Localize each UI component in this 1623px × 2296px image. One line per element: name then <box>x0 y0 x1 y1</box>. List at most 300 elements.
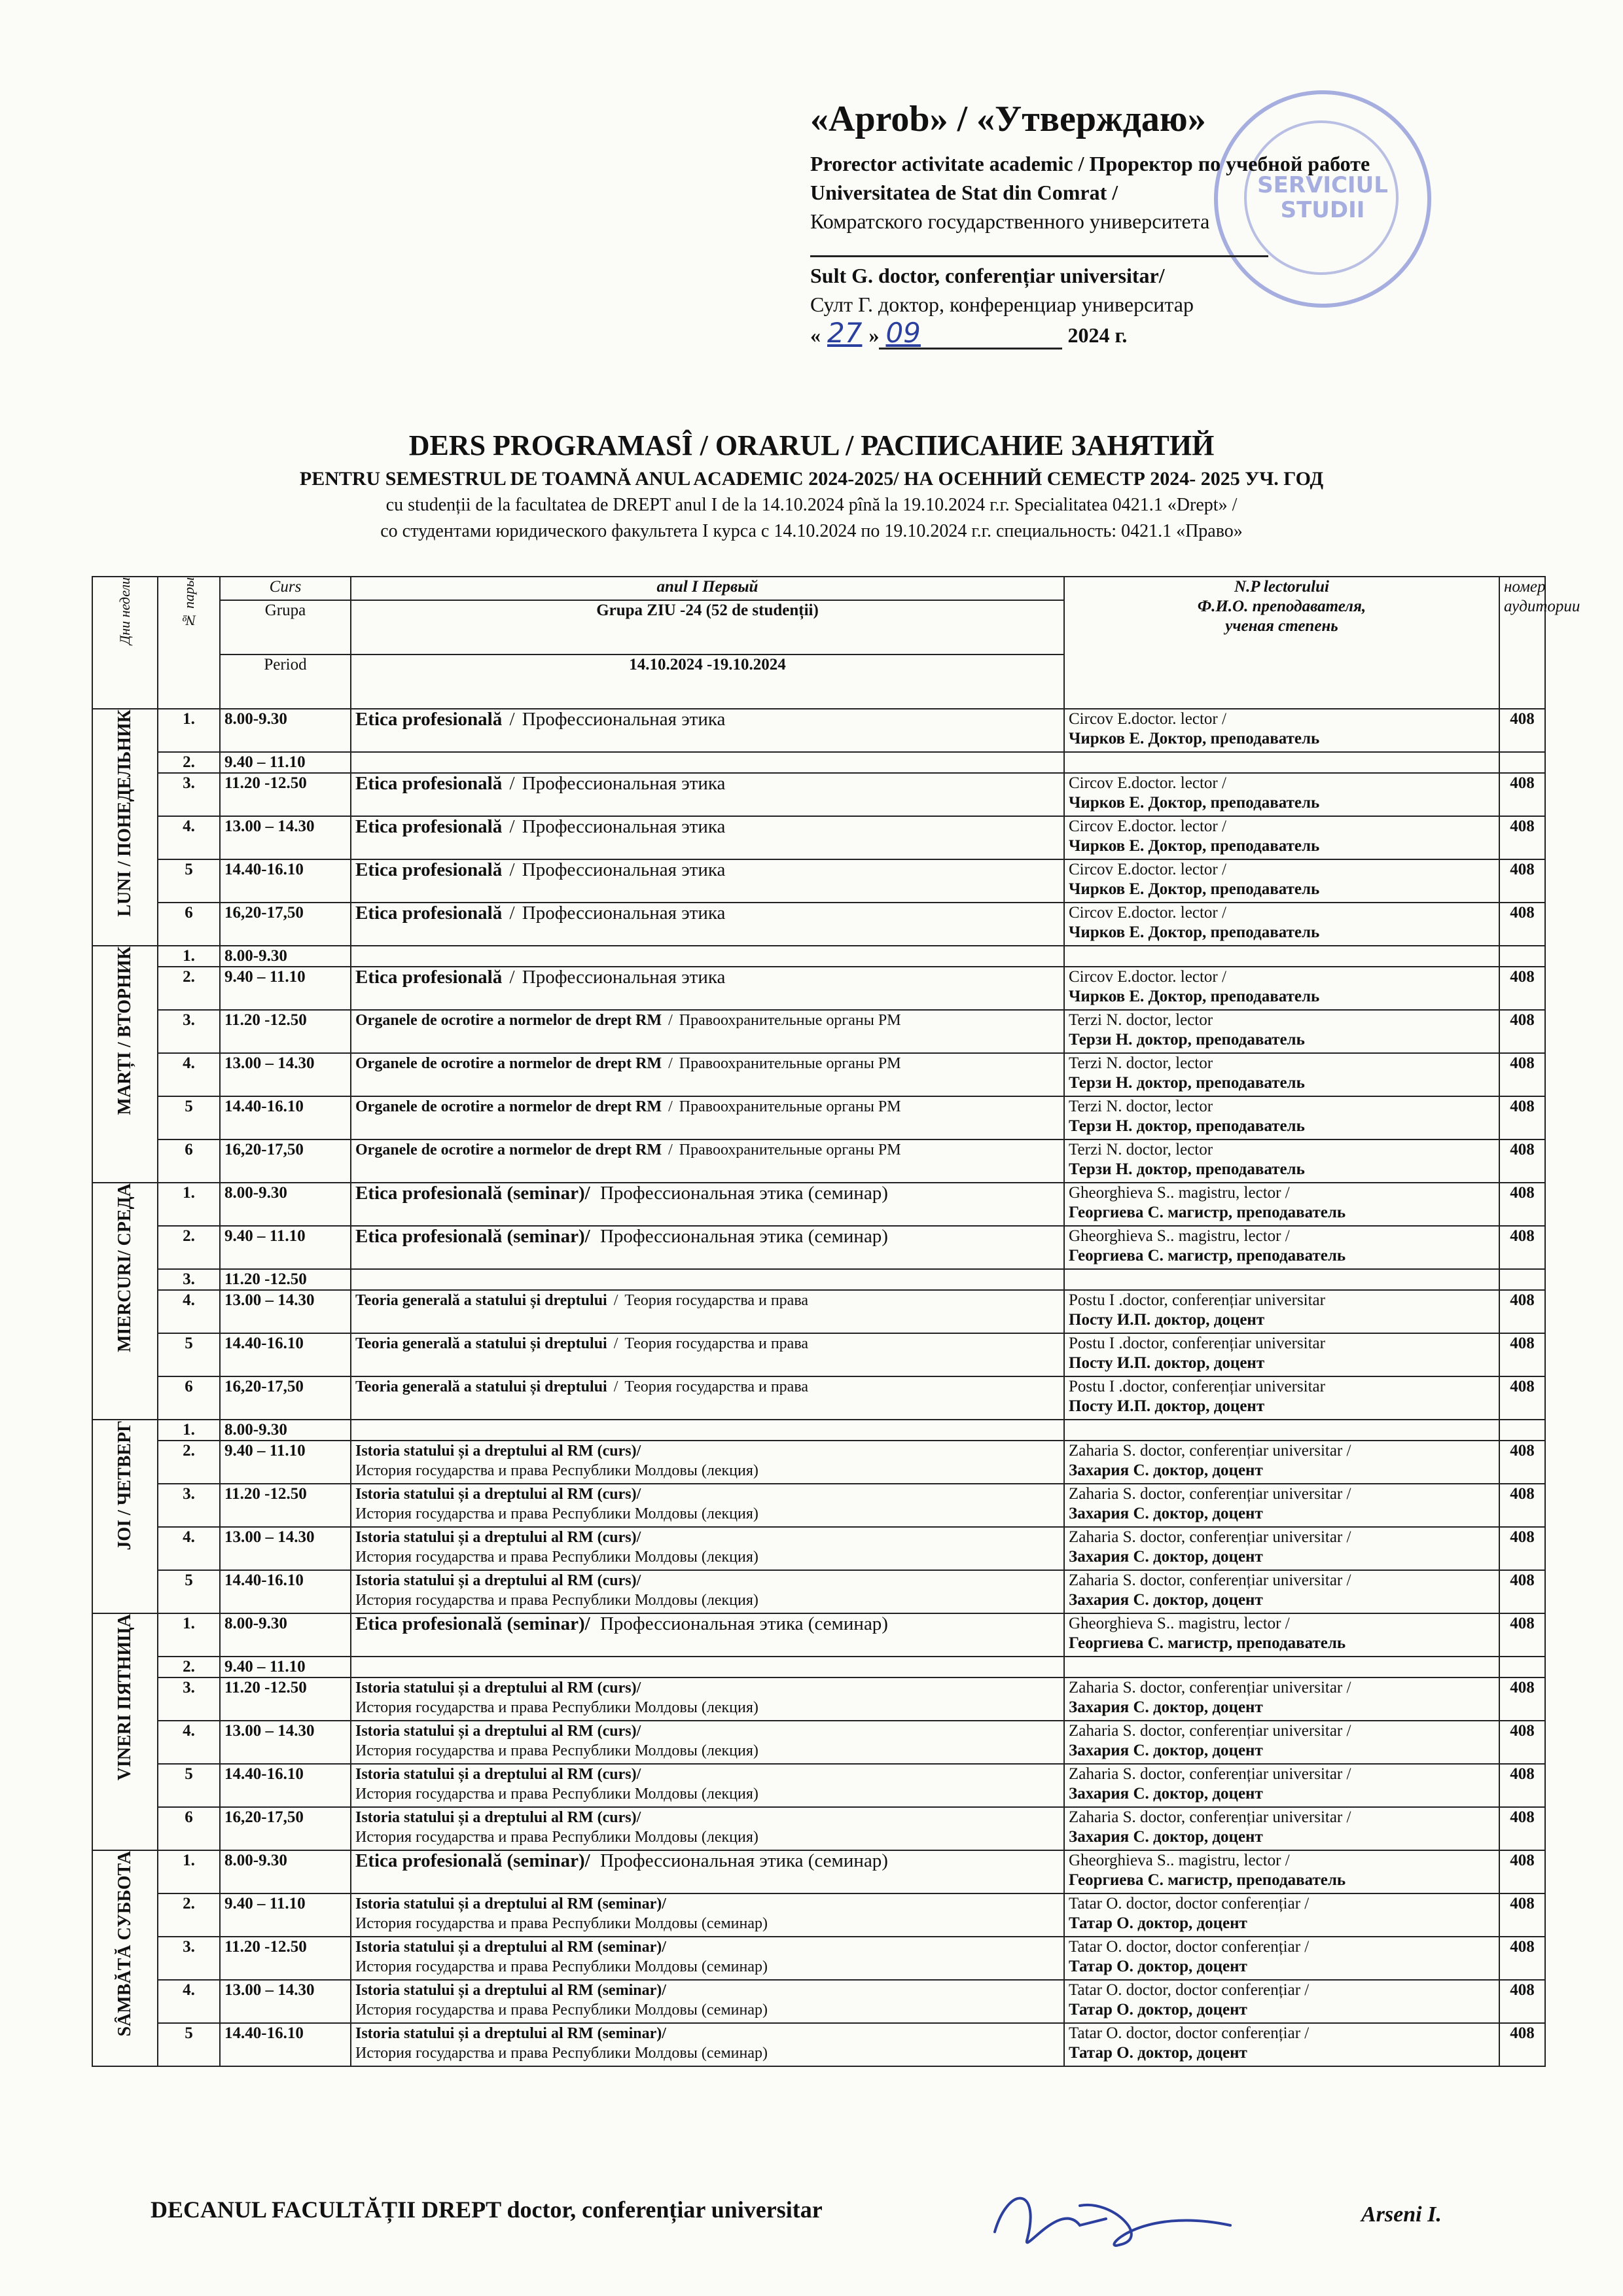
pair-number: 5 <box>158 1764 220 1807</box>
schedule-row <box>92 752 1545 773</box>
date-month: 09 <box>879 319 1062 350</box>
lecturer-ru: Татар О. доктор, доцент <box>1069 1958 1247 1975</box>
pair-number: 2. <box>158 752 220 773</box>
lecturer <box>1064 816 1499 859</box>
subject-ro: Etica profesională (seminar)/ <box>355 1613 590 1634</box>
room-number: 408 <box>1499 1527 1545 1570</box>
lecturer <box>1064 709 1499 752</box>
approval-signer-ru: Султ Г. доктор, конференциар университар <box>810 293 1194 316</box>
schedule-row <box>92 1893 1545 1937</box>
period-time: 14.40-16.10 <box>220 1096 351 1139</box>
pair-number: 6 <box>158 903 220 946</box>
lecturer-ru: Посту И.П. доктор, доцент <box>1069 1311 1265 1329</box>
schedule-row <box>92 1269 1545 1290</box>
lecturer <box>1064 967 1499 1010</box>
lecturer-ro: Gheorghieva S.. magistru, lector / <box>1069 1615 1290 1632</box>
date-day: 27 <box>827 317 863 349</box>
room-number: 408 <box>1499 1333 1545 1376</box>
dean-name: Arseni I. <box>1361 2202 1442 2227</box>
subject: Organele de ocrotire a normelor de drept RM / Правоохранительные органы РМ <box>351 1096 1064 1139</box>
document-title: DERS PROGRAMASÎ / ORARUL / РАСПИСАНИЕ ЗАНЯТИЙ <box>408 429 1215 461</box>
subject-ro: Istoria statului și a dreptului al RM (seminar)/ <box>355 1982 666 1999</box>
lecturer-ru: Чирков Е. Доктор, преподаватель <box>1069 988 1320 1005</box>
lecturer-ro: Tatar O. doctor, doctor conferențiar / <box>1069 1981 1310 1999</box>
subject-ru: Теория государства и права <box>624 1292 809 1309</box>
period-time: 9.40 – 11.10 <box>220 752 351 773</box>
pair-number: 4. <box>158 1980 220 2023</box>
subject <box>351 1657 1064 1677</box>
pair-number: 2. <box>158 1893 220 1937</box>
day-label: LUNI / ПОНЕДЕЛЬНИК <box>92 709 158 946</box>
subject-ro: Etica profesională (seminar)/ <box>355 1183 590 1204</box>
room-number <box>1499 1420 1545 1441</box>
subject-ro: Etica profesională <box>355 859 503 880</box>
subject <box>351 2023 1064 2066</box>
lecturer <box>1064 1139 1499 1183</box>
pair-number: 4. <box>158 1721 220 1764</box>
lecturer <box>1064 2023 1499 2066</box>
pair-number: 5 <box>158 1333 220 1376</box>
room-number: 408 <box>1499 1226 1545 1269</box>
room-number: 408 <box>1499 903 1545 946</box>
room-number: 408 <box>1499 816 1545 859</box>
room-number: 408 <box>1499 1764 1545 1807</box>
subject-ru: Правоохранительные органы РМ <box>679 1141 901 1158</box>
lecturer-ru: Чирков Е. Доктор, преподаватель <box>1069 837 1320 855</box>
period-time: 16,20-17,50 <box>220 903 351 946</box>
day-label: MARȚI / ВТОРНИК <box>92 946 158 1183</box>
lecturer-ru: Терзи Н. доктор, преподаватель <box>1069 1074 1305 1092</box>
subject <box>351 1893 1064 1937</box>
room-number: 408 <box>1499 1290 1545 1333</box>
pair-number: 2. <box>158 1226 220 1269</box>
subject-ru: История государства и права Республики Молдовы (лекция) <box>355 1742 758 1759</box>
subject <box>351 1441 1064 1484</box>
pair-number: 4. <box>158 1053 220 1096</box>
period-time: 13.00 – 14.30 <box>220 1980 351 2023</box>
subject: Organele de ocrotire a normelor de drept RM / Правоохранительные органы РМ <box>351 1053 1064 1096</box>
room-number: 408 <box>1499 1937 1545 1980</box>
schedule-row <box>92 1484 1545 1527</box>
approval-line-2: Universitatea de Stat din Comrat / <box>810 181 1118 204</box>
subject-ru: Профессиональная этика <box>522 773 726 794</box>
date-open-quote: « <box>810 323 821 347</box>
period-time: 11.20 -12.50 <box>220 1269 351 1290</box>
approval-block <box>810 98 1582 350</box>
schedule-row <box>92 1677 1545 1721</box>
subject: Etica profesională / Профессиональная этика <box>351 859 1064 903</box>
room-number: 408 <box>1499 1677 1545 1721</box>
lecturer-ru: Чирков Е. Доктор, преподаватель <box>1069 730 1320 747</box>
signature-line <box>810 236 1268 257</box>
lecturer <box>1064 1376 1499 1420</box>
lecturer-ro: Terzi N. doctor, lector <box>1069 1011 1213 1029</box>
schedule-row <box>92 1657 1545 1677</box>
schedule-row <box>92 1226 1545 1269</box>
subject-ru: История государства и права Республики Молдовы (семинар) <box>355 1915 768 1932</box>
subject-ro: Etica profesională <box>355 903 503 924</box>
lecturer-ro: Postu I .doctor, conferențiar universitar <box>1069 1335 1325 1352</box>
period-time: 14.40-16.10 <box>220 1570 351 1613</box>
schedule-row <box>92 1937 1545 1980</box>
subject: Etica profesională / Профессиональная этика <box>351 816 1064 859</box>
pair-number: 3. <box>158 1269 220 1290</box>
period-time: 8.00-9.30 <box>220 1850 351 1893</box>
subject-ru: Профессиональная этика (семинар) <box>599 1183 888 1204</box>
subject <box>351 1570 1064 1613</box>
subject-ru: История государства и права Республики Молдовы (семинар) <box>355 2045 768 2062</box>
room-number: 408 <box>1499 1484 1545 1527</box>
period-time: 8.00-9.30 <box>220 1613 351 1657</box>
period-time: 13.00 – 14.30 <box>220 1290 351 1333</box>
subject-ro: Istoria statului și a dreptului al RM (curs)/ <box>355 1809 641 1826</box>
subject-ru: Профессиональная этика (семинар) <box>599 1613 888 1634</box>
subject-ro: Teoria generală a statului și dreptului <box>355 1335 607 1352</box>
schedule-row <box>92 1527 1545 1570</box>
subject: Organele de ocrotire a normelor de drept RM / Правоохранительные органы РМ <box>351 1010 1064 1053</box>
subject-ro: Etica profesională <box>355 967 503 988</box>
period-time: 9.40 – 11.10 <box>220 1441 351 1484</box>
pair-number: 5 <box>158 2023 220 2066</box>
period-time: 11.20 -12.50 <box>220 773 351 816</box>
subject-ru: История государства и права Республики Молдовы (лекция) <box>355 1592 758 1609</box>
pair-number: 3. <box>158 1937 220 1980</box>
lecturer-ru: Георгиева С. магистр, преподаватель <box>1069 1871 1346 1889</box>
document-line-ru: со студентами юридического факультета I курса с 14.10.2024 по 19.10.2024 г.г. специальность: 0421.1 «Право» <box>380 521 1243 541</box>
subject <box>351 1764 1064 1807</box>
subject-ru: Правоохранительные органы РМ <box>679 1098 901 1115</box>
schedule-row <box>92 1420 1545 1441</box>
schedule-row <box>92 1010 1545 1053</box>
lecturer-ro: Zaharia S. doctor, conferențiar universitar / <box>1069 1442 1351 1460</box>
period-time: 11.20 -12.50 <box>220 1484 351 1527</box>
pair-number: 2. <box>158 967 220 1010</box>
lecturer-ru: Захария С. доктор, доцент <box>1069 1828 1263 1846</box>
subject: Teoria generală a statului și dreptului / Теория государства и права <box>351 1376 1064 1420</box>
schedule-row <box>92 859 1545 903</box>
subject-ru: Теория государства и права <box>624 1378 809 1395</box>
lecturer-ro: Circov E.doctor. lector / <box>1069 817 1226 835</box>
room-number: 408 <box>1499 1053 1545 1096</box>
room-number: 408 <box>1499 859 1545 903</box>
room-number: 408 <box>1499 967 1545 1010</box>
room-number <box>1499 752 1545 773</box>
subject: Etica profesională / Профессиональная этика <box>351 903 1064 946</box>
lecturer-ro: Gheorghieva S.. magistru, lector / <box>1069 1184 1290 1202</box>
subject-ru: Профессиональная этика <box>522 903 726 924</box>
subject-ru: История государства и права Республики Молдовы (лекция) <box>355 1462 758 1479</box>
subject-ru: Профессиональная этика <box>522 859 726 880</box>
lecturer-ro: Circov E.doctor. lector / <box>1069 861 1226 878</box>
subject-ro: Istoria statului și a dreptului al RM (curs)/ <box>355 1766 641 1783</box>
period-time: 13.00 – 14.30 <box>220 1721 351 1764</box>
room-number: 408 <box>1499 1807 1545 1850</box>
pair-number: 1. <box>158 1183 220 1226</box>
pair-number: 4. <box>158 1527 220 1570</box>
subject <box>351 1937 1064 1980</box>
schedule-row <box>92 1807 1545 1850</box>
subject-ro: Istoria statului și a dreptului al RM (seminar)/ <box>355 2025 666 2042</box>
room-number: 408 <box>1499 1441 1545 1484</box>
schedule-row <box>92 1290 1545 1333</box>
schedule-row <box>92 1613 1545 1657</box>
subject-ro: Etica profesională <box>355 709 503 730</box>
subject <box>351 1420 1064 1441</box>
lecturer-ro: Zaharia S. doctor, conferențiar universitar / <box>1069 1765 1351 1783</box>
subject-ro: Istoria statului și a dreptului al RM (seminar)/ <box>355 1939 666 1956</box>
lecturer-ru: Татар О. доктор, доцент <box>1069 1914 1247 1932</box>
period-time: 13.00 – 14.30 <box>220 1527 351 1570</box>
room-number: 408 <box>1499 1850 1545 1893</box>
subject <box>351 1677 1064 1721</box>
lecturer <box>1064 903 1499 946</box>
pair-number: 5 <box>158 1096 220 1139</box>
lecturer-ro: Terzi N. doctor, lector <box>1069 1098 1213 1115</box>
subject-ro: Istoria statului și a dreptului al RM (curs)/ <box>355 1572 641 1589</box>
document-line-ro: cu studenții de la facultatea de DREPT anul I de la 14.10.2024 pînă la 19.10.2024 г.г. Specialitatea 0421.1 «Drept» / <box>385 495 1238 515</box>
pair-number: 4. <box>158 816 220 859</box>
lecturer-ru: Георгиева С. магистр, преподаватель <box>1069 1634 1346 1652</box>
period-time: 13.00 – 14.30 <box>220 816 351 859</box>
lecturer-ro: Circov E.doctor. lector / <box>1069 774 1226 792</box>
pair-number: 1. <box>158 946 220 967</box>
col-grupa-header: Grupa <box>220 600 351 655</box>
lecturer-ro: Circov E.doctor. lector / <box>1069 710 1226 728</box>
lecturer-ru: Георгиева С. магистр, преподаватель <box>1069 1247 1346 1265</box>
col-pair-header: № пары <box>158 577 220 709</box>
room-number: 408 <box>1499 1139 1545 1183</box>
subject-ru: Правоохранительные органы РМ <box>679 1012 901 1029</box>
period-time: 16,20-17,50 <box>220 1376 351 1420</box>
day-label: JOI / ЧЕТВЕРГ <box>92 1420 158 1613</box>
lecturer-ru: Терзи Н. доктор, преподаватель <box>1069 1031 1305 1049</box>
schedule-row <box>92 1333 1545 1376</box>
subject <box>351 1183 1064 1226</box>
subject-ro: Etica profesională <box>355 773 503 794</box>
subject <box>351 1269 1064 1290</box>
lecturer <box>1064 1420 1499 1441</box>
subject-ru: История государства и права Республики Молдовы (лекция) <box>355 1505 758 1522</box>
lecturer-ro: Circov E.doctor. lector / <box>1069 968 1226 986</box>
subject-ro: Istoria statului și a dreptului al RM (seminar)/ <box>355 1895 666 1912</box>
lecturer-ro: Postu I .doctor, conferențiar universitar <box>1069 1378 1325 1395</box>
period-time: 9.40 – 11.10 <box>220 1226 351 1269</box>
room-number: 408 <box>1499 1376 1545 1420</box>
period-time: 8.00-9.30 <box>220 1183 351 1226</box>
lecturer-ru: Посту И.П. доктор, доцент <box>1069 1354 1265 1372</box>
subject-ro: Organele de ocrotire a normelor de drept RM <box>355 1098 662 1115</box>
schedule-row <box>92 1376 1545 1420</box>
col-days-header: Дни недели <box>92 577 158 709</box>
schedule-row <box>92 1721 1545 1764</box>
col-curs-header: Curs <box>220 577 351 600</box>
subject-ro: Organele de ocrotire a normelor de drept RM <box>355 1141 662 1158</box>
period-time: 8.00-9.30 <box>220 1420 351 1441</box>
subject <box>351 1850 1064 1893</box>
subject-ru: Профессиональная этика <box>522 967 726 988</box>
subject-ro: Istoria statului și a dreptului al RM (curs)/ <box>355 1723 641 1740</box>
room-header: номер аудитории <box>1499 577 1545 709</box>
subject-ru: История государства и права Республики Молдовы (семинар) <box>355 2001 768 2018</box>
room-number: 408 <box>1499 709 1545 752</box>
room-number: 408 <box>1499 1010 1545 1053</box>
dean-signature <box>982 2179 1243 2265</box>
lecturer-ro: Gheorghieva S.. magistru, lector / <box>1069 1852 1290 1869</box>
lecturer-header: N.P lectorului Ф.И.О. преподавателя, ученая степень <box>1064 577 1499 709</box>
pair-number: 3. <box>158 1010 220 1053</box>
subject <box>351 946 1064 967</box>
period-time: 8.00-9.30 <box>220 946 351 967</box>
room-number: 408 <box>1499 1980 1545 2023</box>
approval-line-1: Prorector activitate academic / Проректор по учебной работе <box>810 152 1370 175</box>
lecturer-ro: Zaharia S. doctor, conferențiar universitar / <box>1069 1571 1351 1589</box>
period-time: 11.20 -12.50 <box>220 1010 351 1053</box>
room-number: 408 <box>1499 2023 1545 2066</box>
lecturer <box>1064 1677 1499 1721</box>
subject <box>351 752 1064 773</box>
lecturer <box>1064 773 1499 816</box>
room-number <box>1499 1657 1545 1677</box>
lecturer <box>1064 1764 1499 1807</box>
room-number <box>1499 1269 1545 1290</box>
lecturer-ru: Захария С. доктор, доцент <box>1069 1742 1263 1759</box>
lecturer <box>1064 1183 1499 1226</box>
subject: Organele de ocrotire a normelor de drept RM / Правоохранительные органы РМ <box>351 1139 1064 1183</box>
lecturer <box>1064 1226 1499 1269</box>
lecturer-ro: Zaharia S. doctor, conferențiar universitar / <box>1069 1679 1351 1696</box>
col-period-header: Period <box>220 655 351 709</box>
subject-ro: Istoria statului și a dreptului al RM (curs)/ <box>355 1443 641 1460</box>
schedule-row <box>92 1053 1545 1096</box>
lecturer-ro: Postu I .doctor, conferențiar universitar <box>1069 1291 1325 1309</box>
period-time: 16,20-17,50 <box>220 1139 351 1183</box>
period-time: 9.40 – 11.10 <box>220 1657 351 1677</box>
lecturer-ru: Захария С. доктор, доцент <box>1069 1462 1263 1479</box>
lecturer-ro: Circov E.doctor. lector / <box>1069 904 1226 922</box>
lecturer <box>1064 1613 1499 1657</box>
subject: Teoria generală a statului și dreptului / Теория государства и права <box>351 1333 1064 1376</box>
lecturer <box>1064 1290 1499 1333</box>
pair-number: 6 <box>158 1376 220 1420</box>
pair-number: 2. <box>158 1441 220 1484</box>
room-number <box>1499 946 1545 967</box>
schedule-row <box>92 773 1545 816</box>
pair-number: 5 <box>158 1570 220 1613</box>
schedule-table <box>92 576 1580 2067</box>
lecturer-ro: Gheorghieva S.. magistru, lector / <box>1069 1227 1290 1245</box>
lecturer <box>1064 946 1499 967</box>
subject-ru: История государства и права Республики Молдовы (лекция) <box>355 1785 758 1803</box>
lecturer-ru: Захария С. доктор, доцент <box>1069 1698 1263 1716</box>
lecturer <box>1064 1010 1499 1053</box>
period-time: 14.40-16.10 <box>220 1333 351 1376</box>
period-time: 16,20-17,50 <box>220 1807 351 1850</box>
approval-title: «Aprob» / «Утверждаю» <box>810 99 1206 139</box>
subject: Etica profesională / Профессиональная этика <box>351 773 1064 816</box>
lecturer-ru: Захария С. доктор, доцент <box>1069 1548 1263 1566</box>
schedule-row <box>92 946 1545 967</box>
lecturer-ro: Zaharia S. doctor, conferențiar universitar / <box>1069 1485 1351 1503</box>
period-time: 14.40-16.10 <box>220 1764 351 1807</box>
lecturer <box>1064 1893 1499 1937</box>
subject-ru: История государства и права Республики Молдовы (лекция) <box>355 1699 758 1716</box>
document-header <box>170 429 1453 545</box>
document-subtitle: PENTRU SEMESTRUL DE TOAMNĂ ANUL ACADEMIC 2024-2025/ НА ОСЕННИЙ СЕМЕСТР 2024- 2025 УЧ. ГОД <box>299 468 1324 490</box>
subject-ro: Teoria generală a statului și dreptului <box>355 1292 607 1309</box>
room-number: 408 <box>1499 1096 1545 1139</box>
schedule-row <box>92 1096 1545 1139</box>
period-time: 13.00 – 14.30 <box>220 1053 351 1096</box>
lecturer-ru: Захария С. доктор, доцент <box>1069 1591 1263 1609</box>
lecturer <box>1064 1441 1499 1484</box>
lecturer-ro: Terzi N. doctor, lector <box>1069 1141 1213 1158</box>
pair-number: 3. <box>158 1484 220 1527</box>
subject <box>351 1613 1064 1657</box>
period-time: 11.20 -12.50 <box>220 1677 351 1721</box>
subject <box>351 1807 1064 1850</box>
pair-number: 1. <box>158 1613 220 1657</box>
subject-ro: Istoria statului și a dreptului al RM (curs)/ <box>355 1529 641 1546</box>
subject-ru: Правоохранительные органы РМ <box>679 1055 901 1072</box>
lecturer-ru: Георгиева С. магистр, преподаватель <box>1069 1204 1346 1221</box>
schedule-row <box>92 967 1545 1010</box>
subject-ru: Профессиональная этика <box>522 709 726 730</box>
lecturer <box>1064 1269 1499 1290</box>
schedule-row <box>92 816 1545 859</box>
pair-number: 6 <box>158 1807 220 1850</box>
lecturer-ru: Чирков Е. Доктор, преподаватель <box>1069 794 1320 812</box>
pair-number: 4. <box>158 1290 220 1333</box>
period-time: 8.00-9.30 <box>220 709 351 752</box>
subject-ro: Etica profesională (seminar)/ <box>355 1226 590 1247</box>
schedule-row <box>92 1764 1545 1807</box>
approval-signer-ro: Sult G. doctor, conferențiar universitar/ <box>810 264 1165 287</box>
lecturer-ru: Захария С. доктор, доцент <box>1069 1785 1263 1803</box>
pair-number: 1. <box>158 1850 220 1893</box>
lecturer <box>1064 1937 1499 1980</box>
room-number: 408 <box>1499 1893 1545 1937</box>
lecturer-ru: Чирков Е. Доктор, преподаватель <box>1069 924 1320 941</box>
subject-ro: Teoria generală a statului și dreptului <box>355 1378 607 1395</box>
lecturer <box>1064 752 1499 773</box>
lecturer <box>1064 1850 1499 1893</box>
subject-ru: История государства и права Республики Молдовы (семинар) <box>355 1958 768 1975</box>
schedule-row <box>92 1183 1545 1226</box>
lecturer <box>1064 1657 1499 1677</box>
dean-line: DECANUL FACULTĂȚII DREPT doctor, conferențiar universitar <box>151 2197 823 2223</box>
subject <box>351 1980 1064 2023</box>
subject <box>351 1527 1064 1570</box>
lecturer <box>1064 1980 1499 2023</box>
lecturer-ru: Чирков Е. Доктор, преподаватель <box>1069 880 1320 898</box>
subject-ru: Профессиональная этика (семинар) <box>599 1850 888 1871</box>
day-label: SÂMBĂTĂ СУББОТА <box>92 1850 158 2066</box>
lecturer <box>1064 1053 1499 1096</box>
pair-number: 6 <box>158 1139 220 1183</box>
pair-number: 3. <box>158 773 220 816</box>
period-time: 9.40 – 11.10 <box>220 1893 351 1937</box>
subject-ru: Профессиональная этика (семинар) <box>599 1226 888 1247</box>
approval-date <box>810 319 1582 350</box>
lecturer <box>1064 1333 1499 1376</box>
schedule-row <box>92 709 1545 752</box>
pair-number: 2. <box>158 1657 220 1677</box>
subject-ru: История государства и права Республики Молдовы (лекция) <box>355 1549 758 1566</box>
day-label: VINERI ПЯТНИЦА <box>92 1613 158 1850</box>
subject-ro: Etica profesională (seminar)/ <box>355 1850 590 1871</box>
room-number: 408 <box>1499 773 1545 816</box>
subject-ro: Istoria statului și a dreptului al RM (curs)/ <box>355 1486 641 1503</box>
